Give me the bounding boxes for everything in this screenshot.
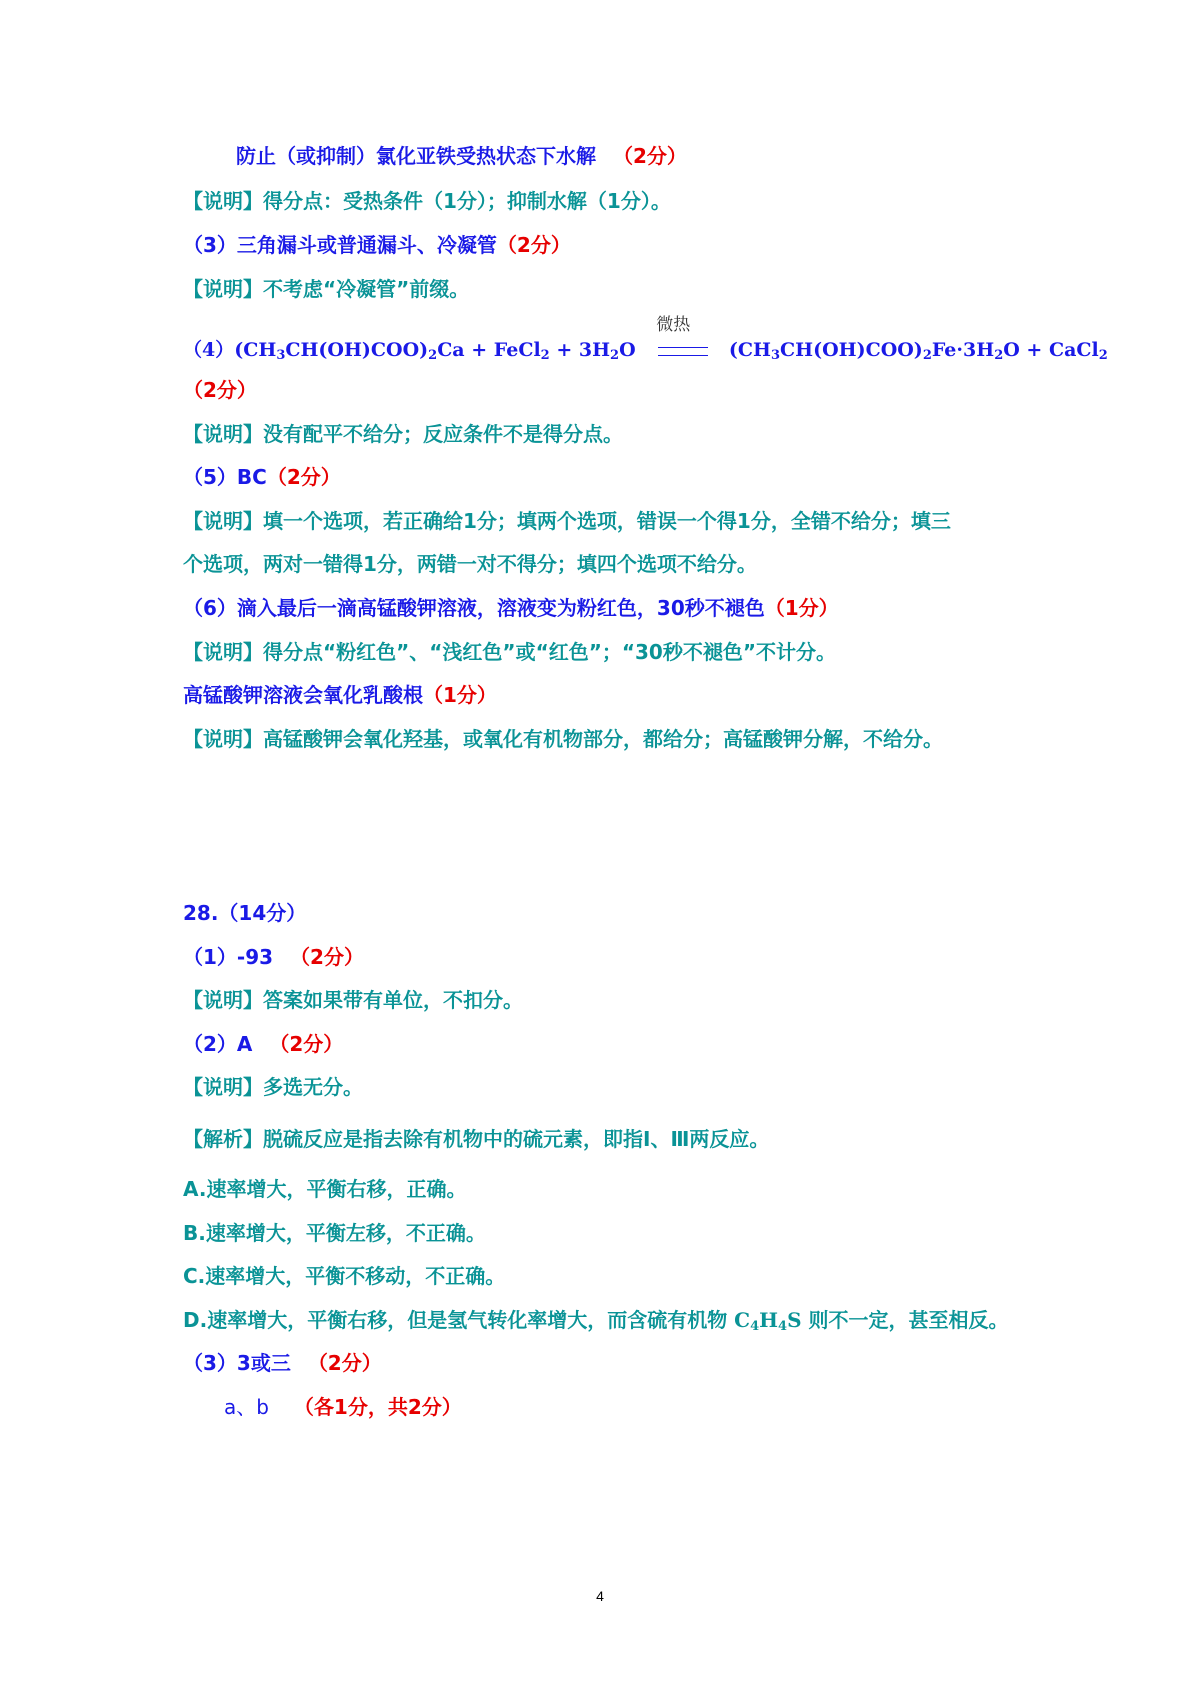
- reactant-ferrous-chloride: FeCl$_2$: [493, 339, 550, 363]
- note-line: 【说明】多选无分。: [183, 1075, 363, 1099]
- option-line: A.速率增大，平衡右移，正确。: [183, 1177, 467, 1201]
- option-line: B.速率增大，平衡左移，不正确。: [183, 1221, 486, 1245]
- answer-line: （3）3或三 （2分）: [183, 1351, 382, 1375]
- analysis-line: 【解析】脱硫反应是指去除有机物中的硫元素，即指Ⅰ、Ⅲ两反应。: [183, 1127, 770, 1151]
- note-line: 【说明】不考虑“冷凝管”前缀。: [183, 277, 470, 301]
- option-line: C.速率增大，平衡不移动，不正确。: [183, 1264, 506, 1288]
- reactant-water: $3H_2O$: [578, 339, 636, 363]
- note-line: 【说明】高锰酸钾会氧化羟基，或氧化有机物部分，都给分；高锰酸钾分解，不给分。: [183, 727, 943, 751]
- reactant-calcium-lactate: $(CH_3CH(OH)COO)_2Ca$: [234, 339, 465, 363]
- note-line: 【说明】没有配平不给分；反应条件不是得分点。: [183, 422, 623, 446]
- equation-line: $(4)(CH_3CH(OH)COO)_2Ca$ + FeCl$_2$ + $3H_2O$ 微热 $(CH_3CH(OH)COO)_2Fe\cdot 3H_2O$ + CaCl$_2$: [183, 336, 1108, 365]
- product-calcium-chloride: CaCl$_2$: [1048, 339, 1108, 363]
- answer-line: 防止（或抑制）氯化亚铁受热状态下水解 （2分）: [236, 144, 687, 168]
- answer-line: （3）三角漏斗或普通漏斗、冷凝管（2分）: [183, 233, 571, 257]
- answer-line: （5）BC（2分）: [183, 465, 341, 489]
- note-line: 【说明】得分点“粉红色”、“浅红色”或“红色”；“30秒不褪色”不计分。: [183, 640, 836, 664]
- reaction-condition: [654, 315, 710, 365]
- answer-line: （1）-93 （2分）: [183, 945, 364, 969]
- question-heading: 28.（14分）: [183, 901, 307, 925]
- reaction-condition-text: 微热: [656, 315, 691, 335]
- compound-formula: $C_4H_4S$: [734, 1308, 802, 1334]
- note-line: 【说明】填一个选项，若正确给1分；填两个选项，错误一个得1分，全错不给分；填三: [183, 509, 951, 533]
- equation-prefix: （4）: [183, 339, 235, 361]
- answer-line: （2）A （2分）: [183, 1032, 344, 1056]
- page-number: 4: [596, 1588, 604, 1604]
- note-line: 【说明】得分点：受热条件（1分）；抑制水解（1分）。: [183, 189, 671, 213]
- product-ferrous-lactate: $(CH_3CH(OH)COO)_2Fe\cdot 3H_2O$: [728, 339, 1020, 363]
- note-line: 个选项，两对一错得1分，两错一对不得分；填四个选项不给分。: [183, 552, 757, 576]
- score-line: （2分）: [183, 378, 257, 402]
- option-line: D.速率增大，平衡右移，但是氢气转化率增大，而含硫有机物 $C_4H_4S$ 则不一定，甚至相反。: [183, 1308, 1009, 1334]
- answer-line: 高锰酸钾溶液会氧化乳酸根（1分）: [183, 683, 497, 707]
- note-line: 【说明】答案如果带有单位，不扣分。: [183, 988, 523, 1012]
- answer-line: （6）滴入最后一滴高锰酸钾溶液，溶液变为粉红色，30秒不褪色（1分）: [183, 596, 839, 620]
- answer-line: a、b （各1分，共2分）: [224, 1395, 462, 1419]
- equals-sign: [658, 347, 708, 356]
